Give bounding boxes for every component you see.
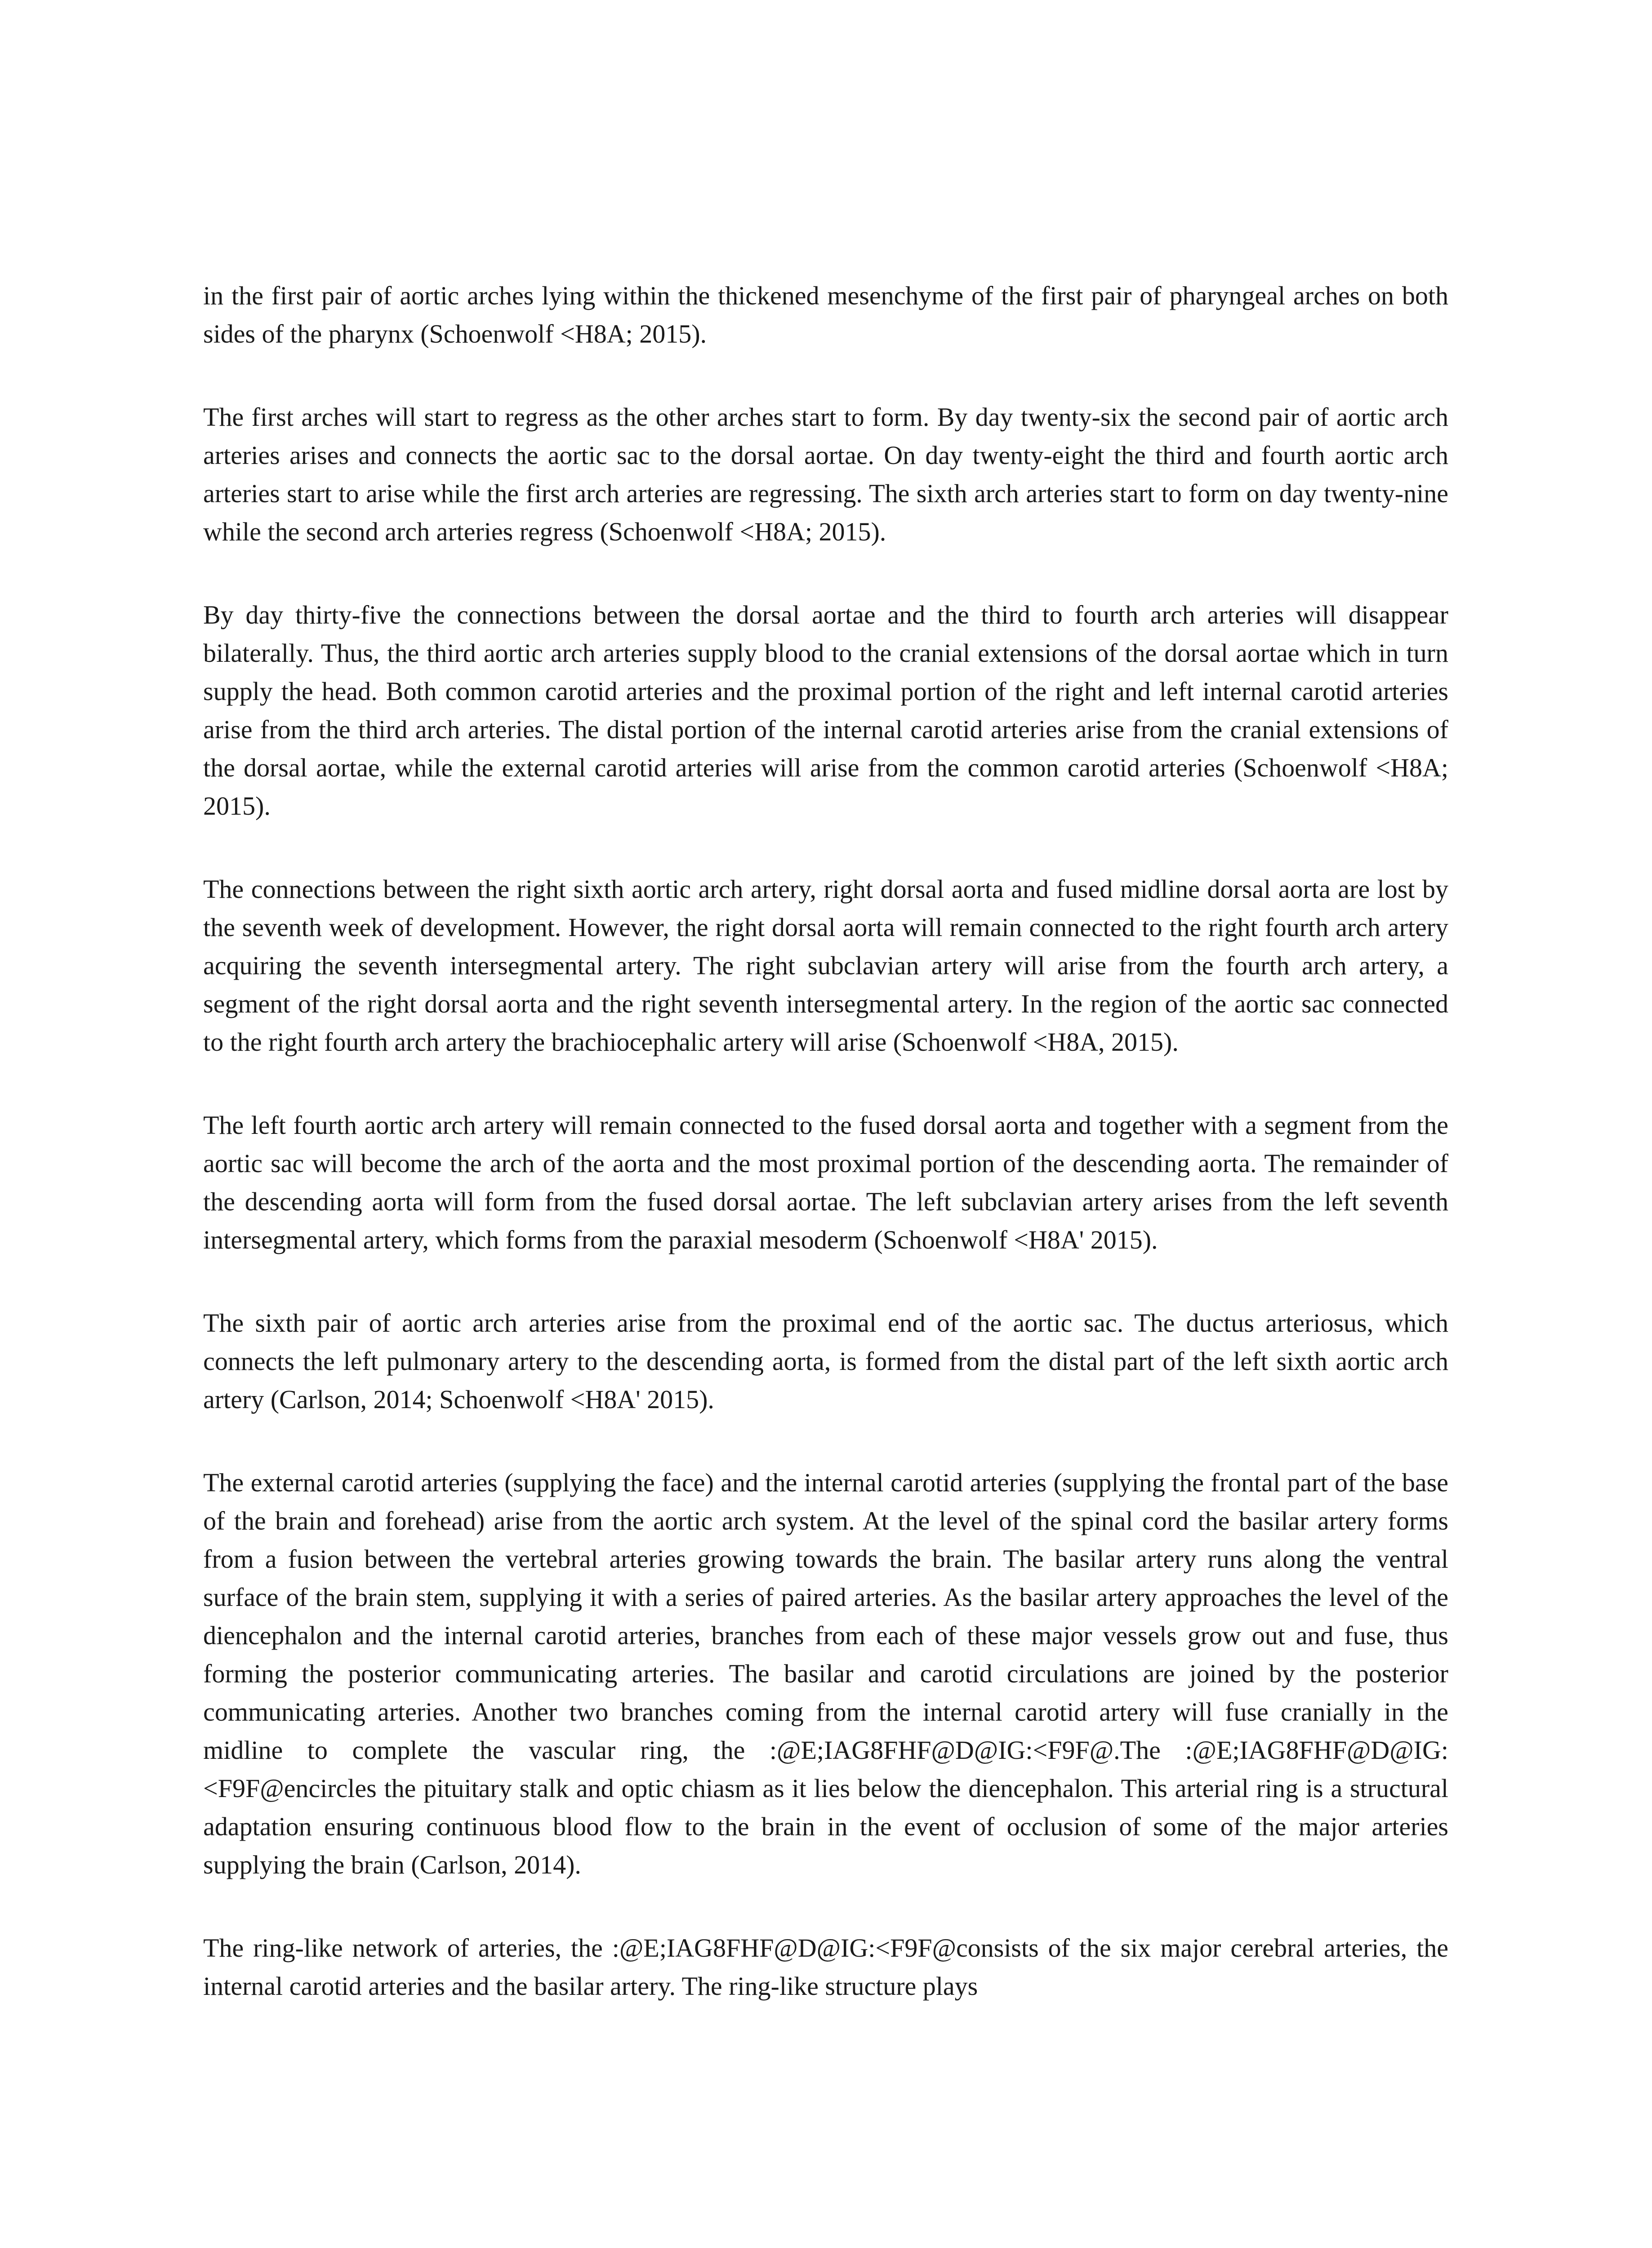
paragraph-5: The left fourth aortic arch artery will remain connected to the fused dorsal aorta and together with a segment from the aortic sac will become the arch of the aorta and the most proximal portion of the descending aorta. The remainder of the descending aorta will form from the fused dorsal aortae. The left subclavian artery arises from the left seventh intersegmental artery, which forms from the paraxial mesoderm (Schoenwolf <H8A' 2015).: [203, 1111, 1448, 1254]
body-text: [203, 277, 1448, 2005]
paragraph-1: in the first pair of aortic arches lying within the thickened mesenchyme of the first pair of pharyngeal arches on both sides of the pharynx (Schoenwolf <H8A; 2015).: [203, 281, 1448, 348]
paragraph-7: The external carotid arteries (supplying the face) and the internal carotid arteries (supplying the frontal part of the base of the brain and forehead) arise from the aortic arch system. At the level of the spinal cord the basilar artery forms from a fusion between the vertebral arteries growing towards the brain. The basilar artery runs along the ventral surface of the brain stem, supplying it with a series of paired arteries. As the basilar artery approaches the level of the diencephalon and the internal carotid arteries, branches from each of these major vessels grow out and fuse, thus forming the posterior communicating arteries. The basilar and carotid circulations are joined by the posterior communicating arteries. Another two branches coming from the internal carotid artery will fuse cranially in the midline to complete the vascular ring, the :@E;IAG8FHF@D@IG:<F9F@.The :@E;IAG8FHF@D@IG:<F9F@encircles the pituitary stalk and optic chiasm as it lies below the diencephalon. This arterial ring is a structural adaptation ensuring continuous blood flow to the brain in the event of occlusion of some of the major arteries supplying the brain (Carlson, 2014).: [203, 1468, 1448, 1879]
paragraph-3: By day thirty-five the connections between the dorsal aortae and the third to fourth arch arteries will disappear bilaterally. Thus, the third aortic arch arteries supply blood to the cranial extensions of the dorsal aortae which in turn supply the head. Both common carotid arteries and the proximal portion of the right and left internal carotid arteries arise from the third arch arteries. The distal portion of the internal carotid arteries arise from the cranial extensions of the dorsal aortae, while the external carotid arteries will arise from the common carotid arteries (Schoenwolf <H8A; 2015).: [203, 600, 1448, 821]
paragraph-2: The first arches will start to regress as the other arches start to form. By day twenty-six the second pair of aortic arch arteries arises and connects the aortic sac to the dorsal aortae. On day twenty-eight the third and fourth aortic arch arteries start to arise while the first arch arteries are regressing. The sixth arch arteries start to form on day twenty-nine while the second arch arteries regress (Schoenwolf <H8A; 2015).: [203, 402, 1448, 546]
paragraph-8: The ring-like network of arteries, the :@E;IAG8FHF@D@IG:<F9F@consists of the six major cerebral arteries, the internal carotid arteries and the basilar artery. The ring-like structure plays: [203, 1933, 1448, 2001]
paragraph-4: The connections between the right sixth aortic arch artery, right dorsal aorta and fused midline dorsal aorta are lost by the seventh week of development. However, the right dorsal aorta will remain connected to the right fourth arch artery acquiring the seventh intersegmental artery. The right subclavian artery will arise from the fourth arch artery, a segment of the right dorsal aorta and the right seventh intersegmental artery. In the region of the aortic sac connected to the right fourth arch artery the brachiocephalic artery will arise (Schoenwolf <H8A, 2015).: [203, 874, 1448, 1057]
paragraph-6: The sixth pair of aortic arch arteries arise from the proximal end of the aortic sac. The ductus arteriosus, which connects the left pulmonary artery to the descending aorta, is formed from the distal part of the left sixth aortic arch artery (Carlson, 2014; Schoenwolf <H8A' 2015).: [203, 1308, 1448, 1414]
